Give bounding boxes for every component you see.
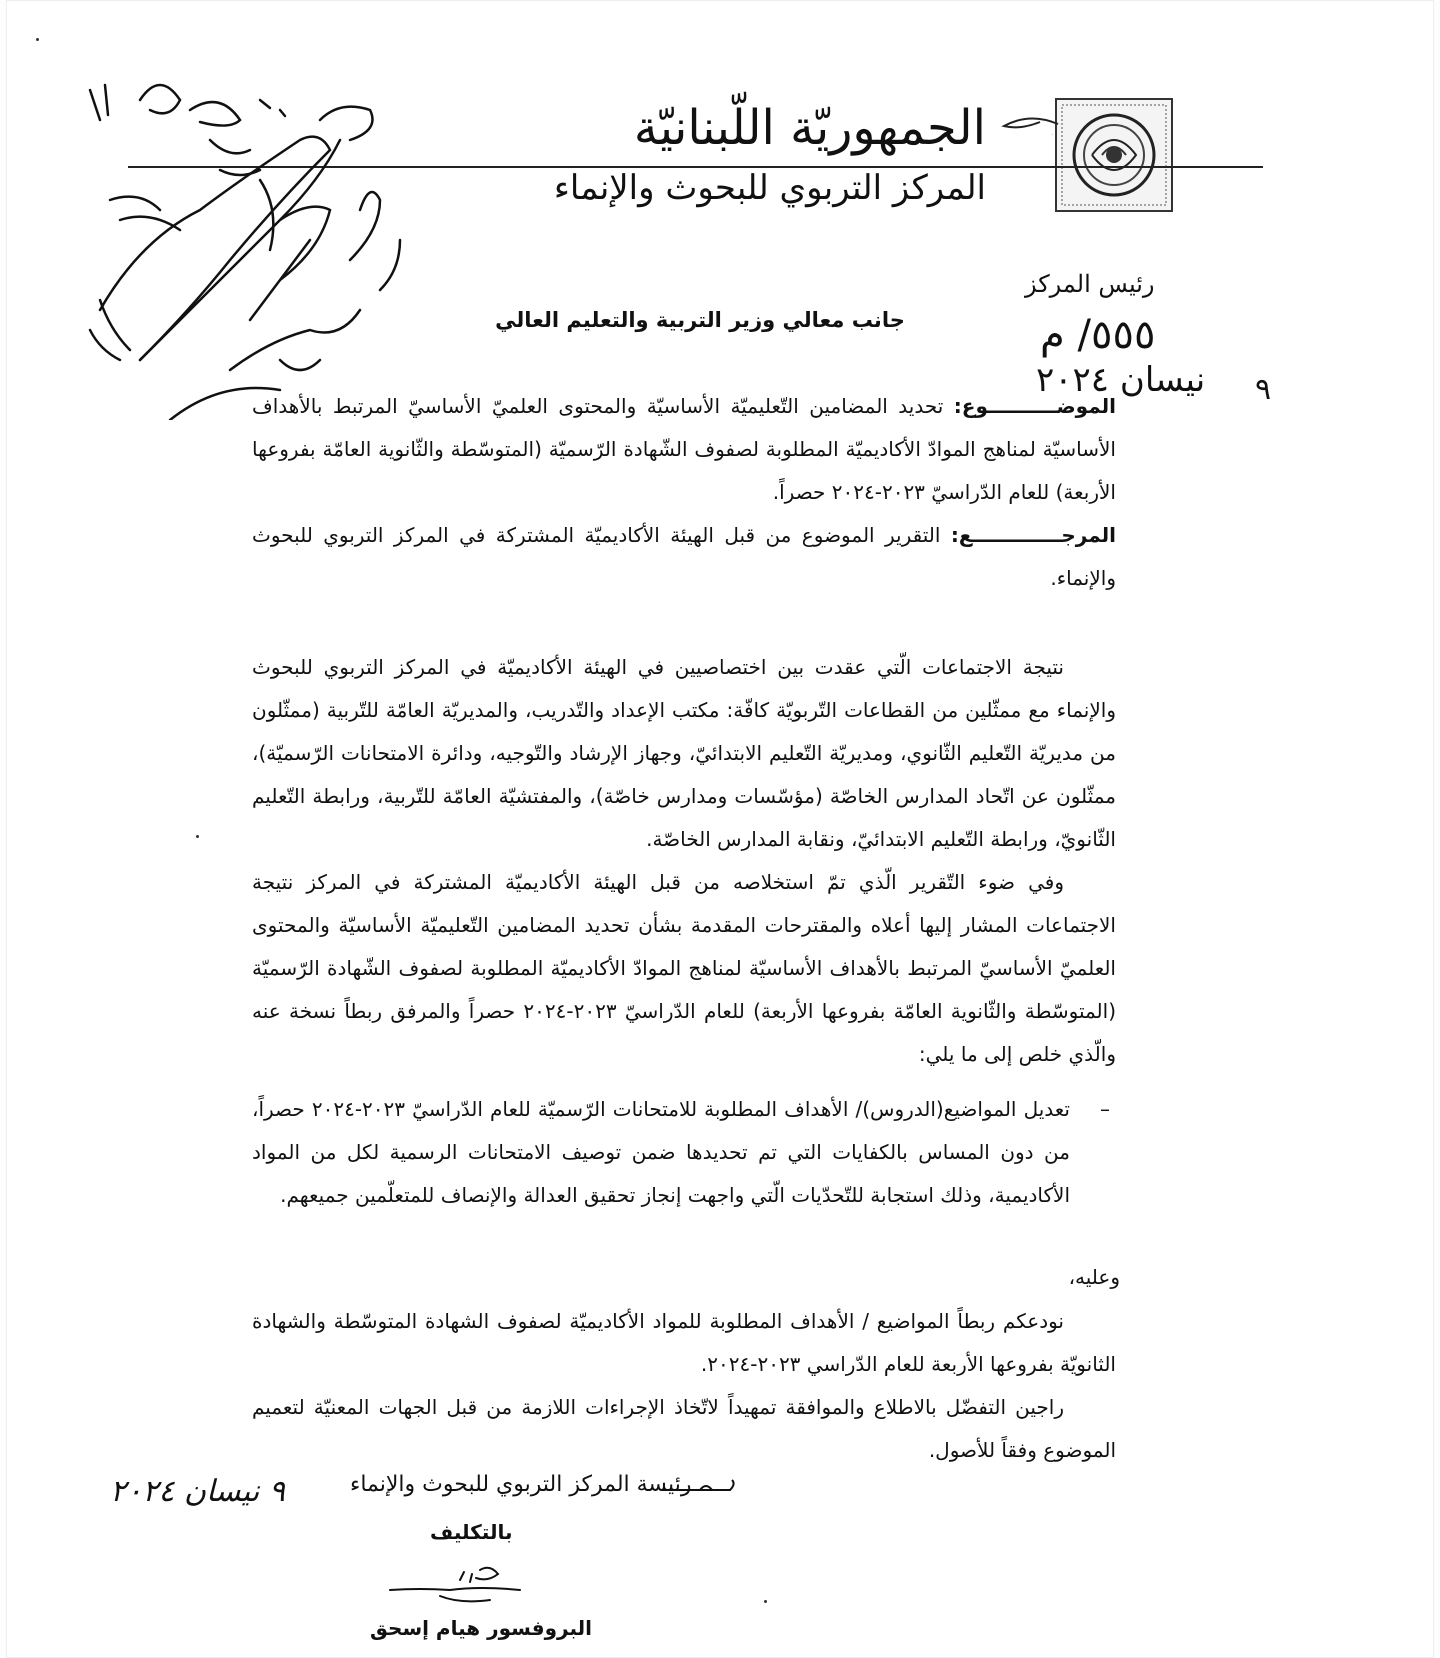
reference-number: ٥٥٥/ م bbox=[1040, 312, 1156, 358]
handwritten-signature-icon bbox=[380, 1560, 540, 1610]
body-paragraph-2: وفي ضوء التّقرير الّذي تمّ استخلاصه من قبل الهيئة الأكاديميّة المشتركة في المركز نتيجة الاجتماعات المشار إليها أعلاه والمقترحات المقدمة بشأن تحديد المضامين التّعليميّة الأساسيّة والمحتوى العلميّ الأساسيّ المرتبط بالأهداف الأساسيّة لمناهج الموادّ الأكاديميّة المطلوبة لصفوف الشّهادة الرّسميّة (المتوسّطة والثّانوية العامّة بفروعها الأربعة) للعام الدّراسيّ ٢٠٢٣-٢٠٢٤ حصراً والمرفق ربطاً نسخة عنه والّذي خلص إلى ما يلي: bbox=[252, 870, 1116, 1066]
ministry-emblem-icon bbox=[1052, 95, 1176, 215]
emblem-flourish-icon bbox=[1000, 108, 1060, 138]
president-label: رئيس المركز bbox=[1025, 270, 1155, 298]
subject-text: تحديد المضامين التّعليميّة الأساسيّة والمحتوى العلميّ الأساسيّ المرتبط بالأهداف الأساسيّة لمناهج الموادّ الأكاديميّة المطلوبة لصفوف الشّهادة الرّسميّة (المتوسّطة والثّانوية العامّة بفروعها الأربعة) للعام الدّراسيّ ٢٠٢٣-٢٠٢٤ حصراً. bbox=[252, 394, 1116, 504]
addressee: جانب معالي وزير التربية والتعليم العالي bbox=[495, 308, 905, 332]
body-paragraph-3: نودعكم ربطاً المواضيع / الأهداف المطلوبة للمواد الأكاديميّة لصفوف الشهادة المتوسّطة والشهادة الثانويّة بفروعها الأربعة للعام الدّراسي ٢٠٢٣-٢٠٢٤. bbox=[252, 1309, 1116, 1376]
bullet-item bbox=[252, 1088, 1110, 1217]
signatory-title: رئيسة المركز التربوي للبحوث والإنماء bbox=[350, 1472, 692, 1497]
reference-text: التقرير الموضوع من قبل الهيئة الأكاديميّة المشتركة في المركز التربوي للبحوث والإنماء. bbox=[252, 523, 1116, 590]
subject-section bbox=[252, 385, 1116, 514]
assignment-label: بالتكليف bbox=[430, 1520, 513, 1544]
body-paragraph-4: راجين التفضّل بالاطلاع والموافقة تمهيداً لاتّخاذ الإجراءات اللازمة من قبل الجهات المعنيّة لتعميم الموضوع وفقاً للأصول. bbox=[252, 1395, 1116, 1462]
therefore-line: وعليه، bbox=[1068, 1265, 1120, 1289]
scan-speck bbox=[764, 1600, 767, 1603]
signature-date: ٩ نيسان ٢٠٢٤ bbox=[110, 1474, 285, 1509]
scan-speck bbox=[196, 835, 199, 838]
center-title: المركز التربوي للبحوث والإنماء bbox=[553, 168, 986, 208]
bullet-dash: – bbox=[1100, 1097, 1110, 1121]
body-paragraph-1: نتيجة الاجتماعات الّتي عقدت بين اختصاصيين في الهيئة الأكاديميّة في المركز التربوي للبحوث والإنماء مع ممثّلين من القطاعات التّربويّة كافّة: مكتب الإعداد والتّدريب، والمديريّة العامّة للتّربية (ممثّلون من مديريّة التّعليم الثّانوي، ومديريّة التّعليم الابتدائيّ، وجهاز الإرشاد والتّوجيه، ودائرة الامتحانات الرّسميّة)، ممثّلون عن اتّحاد المدارس الخاصّة (مؤسّسات ومدارس خاصّة)، والمفتشيّة العامّة للتّربية، ورابطة التّعليم الثّانويّ، ورابطة التّعليم الابتدائيّ، ونقابة المدارس الخاصّة. bbox=[252, 655, 1116, 851]
republic-title: الجمهوريّة اللّبنانيّة bbox=[633, 100, 986, 156]
scan-speck bbox=[36, 38, 39, 41]
reference-date: نيسان ٢٠٢٤ bbox=[1036, 360, 1206, 400]
subject-label: الموضــــــــــوع: bbox=[953, 394, 1116, 418]
reference-day: ٩ bbox=[1255, 372, 1272, 407]
reference-label: المرجـــــــــــــع: bbox=[950, 523, 1116, 547]
signatory-name: البروفسور هيام إسحق bbox=[370, 1616, 592, 1640]
reference-section bbox=[252, 514, 1116, 600]
bullet-text: تعديل المواضيع(الدروس)/ الأهداف المطلوبة للامتحانات الرّسميّة للعام الدّراسيّ ٢٠٢٣-٢٠٢٤ حصراً، من دون المساس بالكفايات التي تم تحديدها ضمن توصيف الامتحانات الرسمية لكل من المواد الأكاديمية، وذلك استجابة للتّحدّيات الّتي واجهت إنجاز تحقيق العدالة والإنصاف للمتعلّمين جميعهم. bbox=[252, 1097, 1070, 1207]
handwritten-annotation-icon bbox=[80, 60, 420, 420]
